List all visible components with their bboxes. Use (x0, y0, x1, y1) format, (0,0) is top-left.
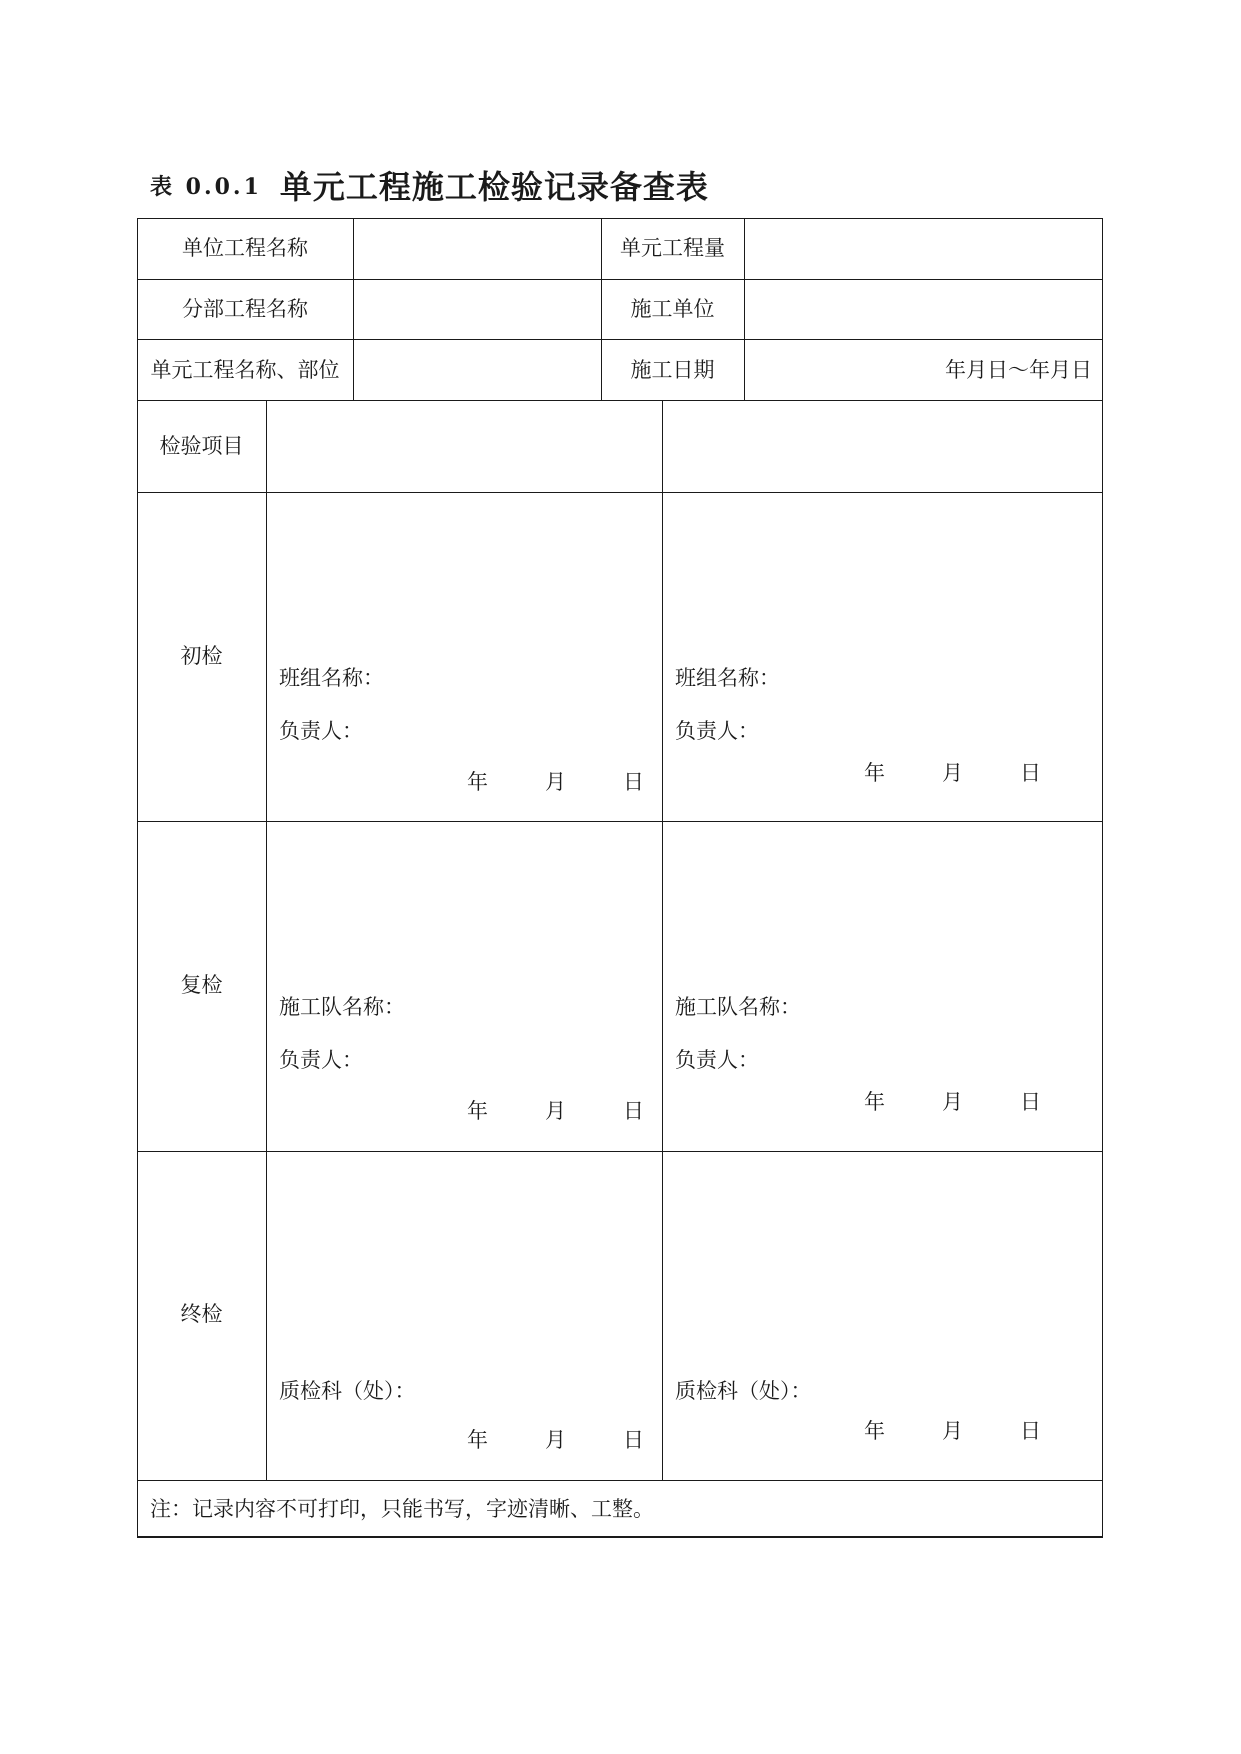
inspection-record-table (137, 218, 1103, 1538)
row-divider (137, 339, 1103, 340)
col-divider (266, 400, 267, 1480)
signature-date (864, 1421, 1041, 1442)
responsible-person-label: 负责人： (279, 1048, 363, 1072)
quality-dept-label: 质检科（处）： (675, 1379, 812, 1403)
date-day: 日 (623, 1428, 644, 1452)
date-day: 日 (1020, 1419, 1041, 1443)
row-divider (137, 821, 1103, 822)
table-border (137, 218, 1103, 1538)
date-day: 日 (623, 1099, 644, 1123)
table-note: 注：记录内容不可打印，只能书写，字迹清晰、工整。 (150, 1497, 654, 1521)
table-number: 表 0.0.1 (150, 173, 262, 200)
col-divider (662, 400, 663, 1480)
date-day: 日 (1020, 1090, 1041, 1114)
signature-date (467, 1430, 644, 1451)
signature-date (467, 772, 644, 793)
date-year: 年 (864, 761, 885, 785)
date-year: 年 (467, 1428, 488, 1452)
quality-dept-label: 质检科（处）： (279, 1379, 416, 1403)
construction-date-label: 施工日期 (630, 358, 715, 382)
element-name-label: 单元工程名称、部位 (150, 358, 340, 382)
date-month: 月 (545, 770, 566, 794)
row-divider (137, 492, 1103, 493)
date-month: 月 (545, 1428, 566, 1452)
sub-project-label: 分部工程名称 (182, 297, 308, 321)
signature-date (467, 1101, 644, 1122)
date-month: 月 (545, 1099, 566, 1123)
date-day: 日 (623, 770, 644, 794)
date-month: 月 (942, 1419, 963, 1443)
team-name-label: 班组名称： (675, 666, 780, 690)
final-inspection-label: 终检 (180, 1302, 223, 1326)
contractor-label: 施工单位 (630, 297, 715, 321)
date-year: 年 (864, 1419, 885, 1443)
date-year: 年 (467, 1099, 488, 1123)
row-divider (137, 1480, 1103, 1481)
row-divider (137, 1151, 1103, 1152)
table-name: 单元工程施工检验记录备查表 (279, 168, 709, 206)
construction-team-label: 施工队名称： (675, 995, 801, 1019)
table-title (150, 162, 709, 208)
date-day: 日 (1020, 761, 1041, 785)
initial-inspection-label: 初检 (180, 644, 223, 668)
date-month: 月 (942, 1090, 963, 1114)
row-divider (137, 279, 1103, 280)
inspection-item-label: 检验项目 (159, 434, 244, 458)
construction-team-label: 施工队名称： (279, 995, 405, 1019)
unit-quantity-label: 单元工程量 (620, 236, 725, 260)
signature-date (864, 1092, 1041, 1113)
date-year: 年 (864, 1090, 885, 1114)
construction-date-value: 年月日～年月日 (945, 358, 1092, 382)
responsible-person-label: 负责人： (675, 719, 759, 743)
date-year: 年 (467, 770, 488, 794)
signature-date (864, 763, 1041, 784)
date-month: 月 (942, 761, 963, 785)
table-bottom-rule (137, 1536, 1103, 1538)
responsible-person-label: 负责人： (279, 719, 363, 743)
team-name-label: 班组名称： (279, 666, 384, 690)
unit-project-label: 单位工程名称 (182, 236, 308, 260)
responsible-person-label: 负责人： (675, 1048, 759, 1072)
row-divider (137, 400, 1103, 401)
col-divider (353, 218, 354, 400)
re-inspection-label: 复检 (180, 973, 223, 997)
